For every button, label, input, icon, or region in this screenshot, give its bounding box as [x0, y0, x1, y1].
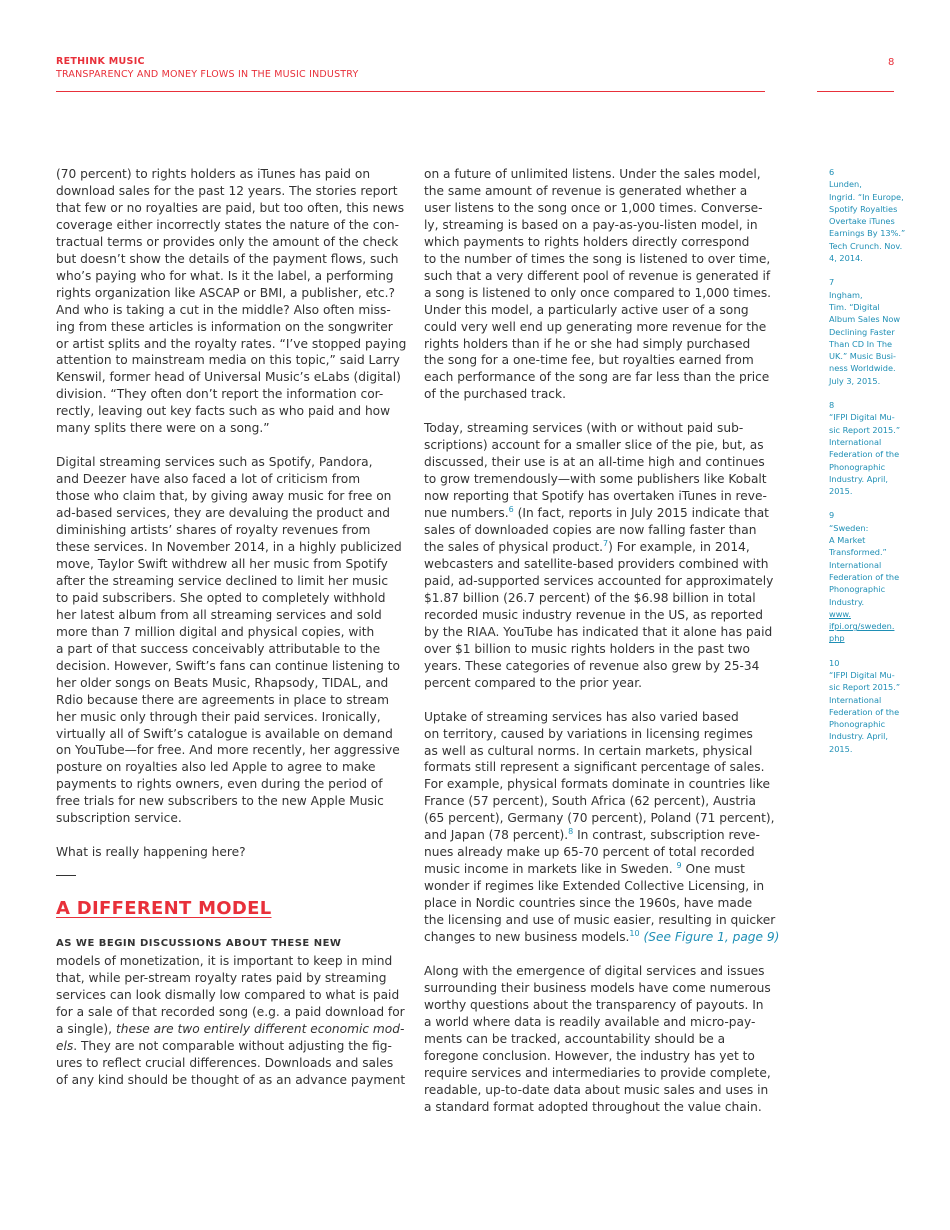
footnote-10 [829, 657, 899, 755]
footnote-line: Phonographic [829, 719, 886, 730]
text-line: download sales for the past 12 years. The stories report [56, 183, 398, 198]
footnote-line: Spotify Royalties [829, 203, 898, 214]
text-line: now reporting that Spotify has overtaken iTunes in reve- [424, 489, 767, 504]
text-line: over $1 billion to music rights holders in the past two [424, 641, 750, 656]
text-line: more than 7 million digital and physical copies, with [56, 624, 375, 639]
text-line: Along with the emergence of digital services and issues [424, 963, 765, 978]
footnote-line: Lunden, [829, 179, 862, 190]
text-line: and Deezer have also faced a lot of criticism from [56, 472, 361, 487]
text-line: could very well end up generating more revenue for the [424, 319, 767, 334]
text-line [424, 505, 776, 522]
text-line: nues already make up 65-70 percent of total recorded [424, 845, 755, 860]
footnote-link[interactable]: ifpi.org/sweden. [829, 621, 895, 632]
text-line: foregone conclusion. However, the industry has yet to [424, 1048, 755, 1063]
text-line: subscription service. [56, 811, 182, 826]
footnote-line: sic Report 2015.” [829, 682, 901, 693]
text-line: worthy questions about the transparency of payouts. In [424, 997, 764, 1012]
text-line: such that a very different pool of revenue is generated if [424, 268, 771, 283]
text-line: for a sale of that recorded song (e.g. a paid download for [56, 1004, 405, 1019]
footnote-ref[interactable]: 9 [676, 861, 682, 871]
text-line: many splits there were on a song.” [56, 421, 270, 436]
text-run: One must [681, 862, 745, 877]
text-line: on territory, caused by variations in licensing regimes [424, 726, 753, 741]
text-line [424, 827, 776, 844]
text-line: formats still represent a significant percentage of sales. [424, 760, 765, 775]
footnote-line: International [829, 694, 882, 705]
text-line: (70 percent) to rights holders as iTunes has paid on [56, 167, 371, 181]
text-line: that, while per-stream royalty rates paid by streaming [56, 971, 387, 986]
text-line: models of monetization, it is important to keep in mind [56, 954, 393, 969]
text-line: a song is listened to only once compared to 1,000 times. [424, 285, 772, 300]
footnote-number: 8 [829, 400, 835, 411]
text-line: virtually all of Swift’s catalogue is available on demand [56, 726, 393, 741]
footnote-line: Ingrid. “In Europe, [829, 191, 904, 202]
text-line: diminishing artists’ shares of royalty revenues from [56, 523, 371, 538]
text-line: each performance of the song are far less than the price [424, 370, 770, 385]
footnote-7 [829, 276, 899, 387]
footnote-line: Phonographic [829, 461, 886, 472]
text-line: services can look dismally low compared to what is paid [56, 988, 400, 1003]
text-line: or artist splits and the royalty rates. “I’ve stopped paying [56, 336, 407, 351]
text-line: tractual terms or provides only the amount of the check [56, 234, 399, 249]
text-line: free trials for new subscribers to the new Apple Music [56, 794, 384, 809]
footnote-ref[interactable]: 10 [629, 928, 640, 938]
text-line: (65 percent), Germany (70 percent), Poland (71 percent), [424, 811, 775, 826]
left-column [56, 166, 406, 1089]
footnote-number: 9 [829, 510, 835, 521]
text-line: coverage either incorrectly states the nature of the con- [56, 217, 400, 232]
text-line: Digital streaming services such as Spotify, Pandora, [56, 455, 373, 470]
header-rule [56, 91, 765, 92]
footnote-line: Federation of the [829, 571, 900, 582]
text-line: her music only through their paid services. Ironically, [56, 709, 381, 724]
text-line: years. These categories of revenue also grew by 25-34 [424, 658, 760, 673]
text-line: who’s paying who for what. Is it the label, a performing [56, 268, 394, 283]
footnote-line: UK.” Music Busi- [829, 351, 897, 362]
text-line: webcasters and satellite-based providers combined with [424, 556, 769, 571]
footnote-line: 4, 2014. [829, 253, 863, 264]
header-title: RETHINK MUSIC [56, 56, 145, 67]
footnote-ref[interactable]: 7 [603, 539, 609, 549]
text-line: require services and intermediaries to provide complete, [424, 1065, 771, 1080]
section-heading: A DIFFERENT MODEL [56, 898, 272, 920]
footnote-line: sic Report 2015.” [829, 424, 901, 435]
text-line: the licensing and use of music easier, resulting in quicker [424, 913, 776, 928]
footnote-6 [829, 166, 906, 264]
text-line: of the purchased track. [424, 387, 566, 402]
text-run: . They are not comparable without adjusting the fig- [73, 1038, 392, 1053]
text-line: of any kind should be thought of as an advance payment [56, 1072, 406, 1087]
text-run: In contrast, subscription reve- [573, 828, 760, 843]
text-line: attention to mainstream media on this topic,” said Larry [56, 353, 400, 368]
text-line: surrounding their business models have come numerous [424, 980, 771, 995]
footnote-link[interactable]: php [829, 633, 845, 644]
text-line: to paid subscribers. She opted to completely withhold [56, 590, 386, 605]
text-line: the same amount of revenue is generated whether a [424, 183, 748, 198]
text-line: scriptions) account for a smaller slice of the pie, but, as [424, 438, 764, 453]
text-line: her older songs on Beats Music, Rhapsody, TIDAL, and [56, 675, 389, 690]
footnote-number: 10 [829, 657, 840, 668]
text-line: Today, streaming services (with or without paid sub- [424, 421, 744, 436]
footnote-line: Than CD In The [829, 338, 893, 349]
footnote-ref[interactable]: 8 [568, 827, 574, 837]
text-run: and Japan (78 percent). [424, 828, 569, 843]
footnote-line: 2015. [829, 486, 853, 497]
footnote-line: Tim. “Digital [829, 301, 880, 312]
paragraph [424, 420, 776, 691]
text-line: ing from these articles is information on the songwriter [56, 319, 393, 334]
footnote-line: Industry. April, [829, 473, 889, 484]
footnote-line: Federation of the [829, 449, 900, 460]
text-line: decision. However, Swift’s fans can continue listening to [56, 658, 401, 673]
text-line: Uptake of streaming services has also varied based [424, 709, 739, 724]
text-line: to the number of times the song is listened to over time, [424, 251, 771, 266]
text-line: by the RIAA. YouTube has indicated that it alone has paid [424, 624, 773, 639]
text-line: user listens to the song once or 1,000 times. Converse- [424, 200, 763, 215]
text-line: a part of that success conceivably attributable to the [56, 641, 381, 656]
text-line: place in Nordic countries since the 1960s, have made [424, 896, 753, 911]
footnote-line: Tech Crunch. Nov. [829, 240, 903, 251]
text-run: changes to new business models. [424, 929, 630, 944]
text-line: rights organization like ASCAP or BMI, a publisher, etc.? [56, 285, 395, 300]
figure-reference-link[interactable]: (See Figure 1, page 9) [643, 929, 780, 944]
text-line [424, 861, 776, 878]
text-line: paid, ad-supported services accounted for approximately [424, 573, 774, 588]
emphasis-text: these are two entirely different economic mod- [115, 1021, 405, 1036]
footnote-line: Album Sales Now [829, 314, 901, 325]
text-run: (In fact, reports in July 2015 indicate that [513, 506, 769, 521]
question-line: What is really happening here? [56, 845, 246, 860]
footnote-number: 6 [829, 167, 835, 177]
paragraph [56, 454, 406, 827]
footnote-line: Ingham, [829, 289, 863, 300]
text-line: payments to rights owners, even during the period of [56, 777, 383, 792]
text-line: And who is taking a cut in the middle? Also often miss- [56, 302, 391, 317]
lead-in: AS WE BEGIN DISCUSSIONS ABOUT THESE NEW [56, 938, 342, 950]
text-line: the song for a one-time fee, but royalties earned from [424, 353, 754, 368]
text-line [56, 1038, 406, 1055]
text-line: ly, streaming is based on a pay-as-you-listen model, in [424, 217, 758, 232]
text-line: $1.87 billion (26.7 percent) of the $6.98 billion in total [424, 590, 756, 605]
footnote-line: “IFPI Digital Mu- [829, 669, 895, 680]
text-line: posture on royalties also led Apple to agree to make [56, 760, 376, 775]
text-line: her latest album from all streaming services and sold [56, 607, 382, 622]
footnote-line: Earnings By 13%.” [829, 228, 906, 239]
footnote-line: ness Worldwide. [829, 363, 896, 374]
right-column [424, 166, 780, 1116]
text-line: Kenswil, former head of Universal Music’s eLabs (digital) [56, 370, 401, 385]
text-line: division. “They often don’t report the information cor- [56, 387, 384, 402]
paragraph [424, 709, 780, 946]
footnote-line: 2015. [829, 743, 853, 754]
footnote-line: International [829, 436, 882, 447]
text-line: on a future of unlimited listens. Under the sales model, [424, 167, 761, 181]
text-line: Rdio because there are agreements in place to stream [56, 692, 389, 707]
footnote-line: “IFPI Digital Mu- [829, 412, 895, 423]
text-line: which payments to rights holders directly correspond [424, 234, 750, 249]
footnote-line: Declining Faster [829, 326, 895, 337]
text-run: music income in markets like in Sweden. [424, 862, 677, 877]
text-line: that few or no royalties are paid, but too often, this news [56, 200, 405, 215]
paragraph [56, 166, 406, 437]
footnote-8 [829, 399, 899, 497]
text-line: percent compared to the prior year. [424, 675, 643, 690]
footnote-line [829, 596, 899, 621]
page-number-rule [817, 91, 894, 92]
text-line: ad-based services, they are devaluing the product and [56, 506, 390, 521]
text-line: ures to reflect crucial differences. Downloads and sales [56, 1055, 394, 1070]
text-run: ) For example, in 2014, [608, 540, 750, 555]
footnote-ref[interactable]: 6 [508, 505, 514, 515]
text-line: rectly, leaving out key facts such as who paid and how [56, 404, 391, 419]
text-line: ments can be tracked, accountability should be a [424, 1031, 726, 1046]
footnote-line: Industry. April, [829, 731, 889, 742]
footnote-line: Phonographic [829, 584, 886, 595]
text-line [56, 1021, 406, 1038]
text-line [424, 539, 776, 556]
footnote-link[interactable]: www. [829, 608, 851, 619]
footnote-line: Federation of the [829, 706, 900, 717]
text-line: move, Taylor Swift withdrew all her music from Spotify [56, 556, 388, 571]
text-line: these services. In November 2014, in a highly publicized [56, 540, 402, 555]
paragraph [56, 936, 406, 1089]
text-line: sales of downloaded copies are now falling faster than [424, 523, 757, 538]
text-line: discussed, their use is at an all-time high and continues [424, 455, 765, 470]
text-line: recorded music industry revenue in the US, as reported [424, 607, 763, 622]
text-line: For example, physical formats dominate in countries like [424, 777, 771, 792]
text-run: the sales of physical product. [424, 540, 604, 555]
text-line: after the streaming service declined to limit her music [56, 573, 389, 588]
text-run: a single), [56, 1021, 116, 1036]
text-line: those who claim that, by giving away music for free on [56, 489, 392, 504]
footnote-line: International [829, 559, 882, 570]
footnote-9 [829, 509, 899, 644]
text-run: nue numbers. [424, 506, 509, 521]
text-line: a standard format adopted throughout the value chain. [424, 1099, 762, 1114]
footnotes-sidebar [829, 166, 906, 767]
text-line: to grow tremendously—with some publishers like Kobalt [424, 472, 767, 487]
footnote-line: Overtake iTunes [829, 216, 895, 227]
page-number: 8 [888, 57, 895, 68]
text-run: Industry. [829, 596, 865, 607]
emphasis-text: els [56, 1038, 74, 1053]
section-divider [56, 875, 76, 876]
text-line: but doesn’t show the details of the payment flows, such [56, 251, 399, 266]
footnote-line: A Market [829, 535, 866, 546]
text-line: rights holders than if he or she had simply purchased [424, 336, 751, 351]
text-line: Under this model, a particularly active user of a song [424, 302, 749, 317]
paragraph [424, 963, 776, 1116]
paragraph [424, 166, 776, 403]
text-line: on YouTube—for free. And more recently, her aggressive [56, 743, 400, 758]
footnote-line: “Sweden: [829, 522, 869, 533]
footnote-line: July 3, 2015. [829, 375, 881, 386]
text-line: wonder if regimes like Extended Collective Licensing, in [424, 879, 765, 894]
text-line: France (57 percent), South Africa (62 percent), Austria [424, 794, 757, 809]
text-line: a world where data is readily available and micro-pay- [424, 1014, 756, 1029]
header-subtitle: TRANSPARENCY AND MONEY FLOWS IN THE MUSIC INDUSTRY [56, 69, 359, 80]
text-line [424, 928, 780, 946]
footnote-line: Transformed.” [829, 547, 887, 558]
text-line: as well as cultural norms. In certain markets, physical [424, 743, 753, 758]
footnote-number: 7 [829, 277, 835, 288]
text-line: readable, up-to-date data about music sales and uses in [424, 1082, 769, 1097]
